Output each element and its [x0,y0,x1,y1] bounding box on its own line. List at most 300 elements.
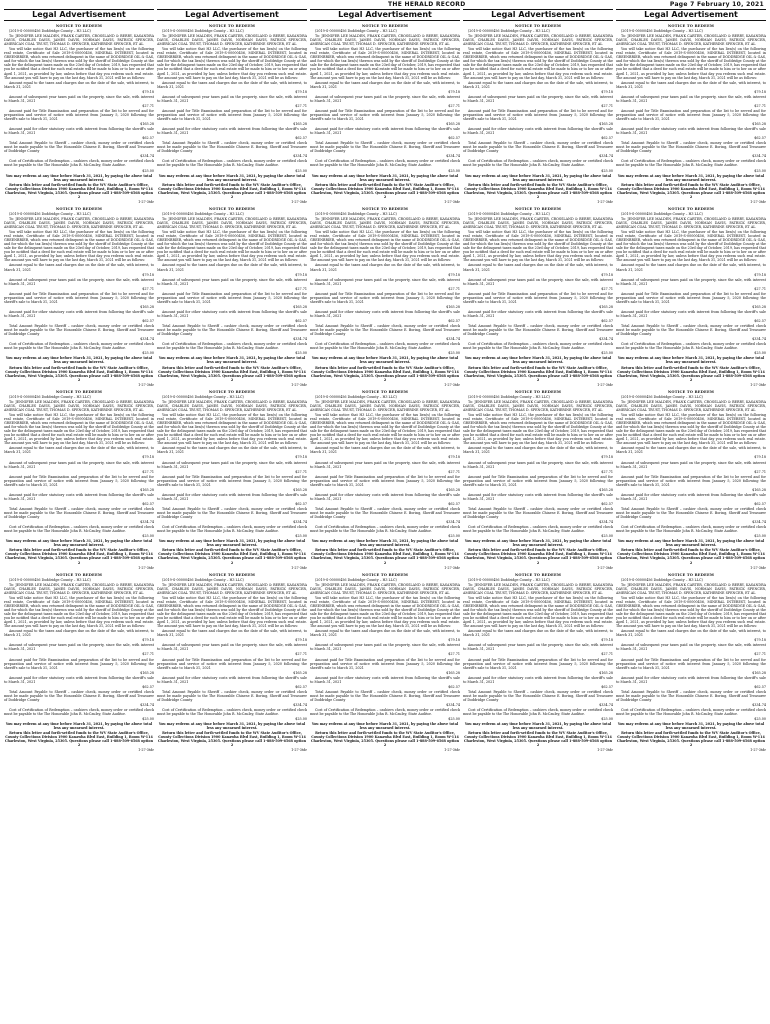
recipients: To: JENNIFER LEE MALDEN, FRANK CARTER, CROSSLAND & BERRY, KASANDRA DAVIS, CHARLES DAVIS, JAMES DAVIS, NORMAN DAVIS, PATRICK SPENCER, AMERICAN COAL TRUST, THOMAS D. SPENCER, KATHERINE SPENCER, ET AL [310,34,460,47]
item-delinquent-amount: $79.18 [754,638,766,643]
item-subsequent: Amount of subsequent year taxes paid on the property, since the sale, with interest to March 31, 2021 [157,94,307,103]
item-total: Total Amount Payable to Sheriff – cashier check, money order or certified check must be made payable to the The Honorable Chinese E. Boring, Sheriff and Treasurer of Doddridge County [310,324,460,337]
item-other-amount: $62.57 [295,319,307,324]
notice-body: You will take notice that H3 LLC, the purchaser of the tax lien(s) on the following real estate, Certificate of Sale 2019-S-00000456, MINERAL INTEREST, located in GREENBRIER, which was returned delinquent in the name of DODDRIDGE OIL & GAS, and for which the tax lien(s) thereon was sold by the sheriff of Doddridge County at the sale for the delinquent taxes made on the 23rd day of October, 2019, has requested that you be notified that a deed for such real estate will be made to him or to her on or after April 1, 2021, as provided by law, unless before that day you redeem such real estate. The amount you will have to pay on the last day, March 31, 2021 will be as follows: [157,595,307,629]
certification-amount: $25.00 [601,534,613,539]
certification-amount: $25.00 [142,351,154,356]
item-prep: Amount paid for Title Examination and preparation of the list to be served and for preparation and service of notice with interest from January 5, 2020 following the sheriff's sale to March 31, 2021 [157,474,307,487]
item-subsequent: Amount of subsequent year taxes paid on the property, since the sale, with interest to March 31, 2021 [463,460,613,469]
item-delinquent: Amount equal to the taxes and charges due on the date of the sale, with interest, to March 31, 2021 [157,80,307,89]
case-line: (2019-S-00000456 Doddridge County – H3 LLC) [621,577,703,582]
notice-body: You will take notice that H3 LLC, the purchaser of the tax lien(s) on the following real estate, Certificate of Sale 2019-S-00000456, MINERAL INTEREST, located in GREENBRIER, which was returned delinquent in the name of DODDRIDGE OIL & GAS, and for which the tax lien(s) thereon was sold by the sheriff of Doddridge County at the sale for the delinquent taxes made on the 23rd day of October, 2019, has requested that you be notified that a deed for such real estate will be made to him or to her on or after April 1, 2021, as provided by law, unless before that day you redeem such real estate. The amount you will have to pay on the last day, March 31, 2021 will be as follows: [463,595,613,629]
case-line: (2019-S-00000456 Doddridge County – H3 LLC) [9,29,91,34]
notice-heading: NOTICE TO REDEEM [208,24,256,28]
certification-cost: Cost of Certification of Redemption – cashiers check, money order or certified check must be payable to the The Honorable John R. McCauley, State Auditor. [463,342,613,351]
item-prep: Amount paid for Title Examination and preparation of the list to be served and for preparation and service of notice with interest from January 5, 2020 following the sheriff's sale to March 31, 2021 [616,474,766,487]
item-total-amount: $334.74 [446,337,460,342]
item-delinquent: Amount equal to the taxes and charges due on the date of the sale, with interest, to March 31, 2021 [310,446,460,455]
notice-body: You will take notice that H3 LLC, the purchaser of the tax lien(s) on the following real estate, Certificate of Sale 2019-S-00000456, MINERAL INTEREST, located in GREENBRIER, which was returned delinquent in the name of DODDRIDGE OIL & GAS, and for which the tax lien(s) thereon was sold by the sheriff of Doddridge County at the sale for the delinquent taxes made on the 23rd day of October, 2019, has requested that you be notified that a deed for such real estate will be made to him or to her on or after April 1, 2021, as provided by law, unless before that day you redeem such real estate. The amount you will have to pay on the last day, March 31, 2021 will be as follows: [4,595,154,629]
date-stamp: 1-27-3tdr [138,565,154,570]
item-delinquent-amount: $79.18 [295,89,307,94]
item-subsequent: Amount of subsequent year taxes paid on the property, since the sale, with interest to March 31, 2021 [157,643,307,652]
case-line: (2019-S-00000456 Doddridge County – H3 LLC) [621,394,703,399]
certification-amount: $25.00 [601,351,613,356]
item-other: Amount paid for other statutory costs with interest from following the sheriff's sale to March 31, 2021 [4,127,154,136]
column-5 [616,9,766,1022]
notice-body: You will take notice that H3 LLC, the purchaser of the tax lien(s) on the following real estate, Certificate of Sale 2019-S-00000456, MINERAL INTEREST, located in GREENBRIER, which was returned delinquent in the name of DODDRIDGE OIL & GAS, and for which the tax lien(s) thereon was sold by the sheriff of Doddridge County at the sale for the delinquent taxes made on the 23rd day of October, 2019, has requested that you be notified that a deed for such real estate will be made to him or to her on or after April 1, 2021, as provided by law, unless before that day you redeem such real estate. The amount you will have to pay on the last day, March 31, 2021 will be as follows: [310,47,460,80]
item-other: Amount paid for other statutory costs with interest from following the sheriff's sale to March 31, 2021 [4,492,154,501]
certification-cost: Cost of Certification of Redemption – cashiers check, money order or certified check must be payable to the The Honorable John R. McCauley, State Auditor. [310,342,460,351]
notice-heading: NOTICE TO REDEEM [55,389,103,394]
date-stamp: 1-27-3tdr [597,565,613,570]
item-prep-amount: $165.28 [446,670,460,675]
notice-heading: NOTICE TO REDEEM [667,572,715,577]
item-other-amount: $62.57 [295,684,307,689]
item-delinquent-amount: $79.18 [142,272,154,277]
notice-heading: NOTICE TO REDEEM [208,206,256,211]
certification-amount: $25.00 [754,717,766,722]
item-prep-amount: $165.28 [752,670,766,675]
item-subsequent-amount: $27.71 [754,652,766,657]
pay-line: You may redeem at any time before March 31, 2021, by paying the above total less any unearned interest. [464,539,612,548]
item-prep-amount: $165.28 [752,122,766,127]
item-prep-amount: $165.28 [293,304,307,309]
item-total: Total Amount Payable to Sheriff – cashier check, money order or certified check must be made payable to the The Honorable Chinese E. Boring, Sheriff and Treasurer of Doddridge County [463,324,613,337]
recipients: To: JENNIFER LEE MALDEN, FRANK CARTER, CROSSLAND & BERRY, KASANDRA DAVIS, CHARLES DAVIS, JAMES DAVIS, NORMAN DAVIS, PATRICK SPENCER, AMERICAN COAL TRUST, THOMAS D. SPENCER, KATHERINE SPENCER, ET AL [463,216,613,230]
recipients: To: JENNIFER LEE MALDEN, FRANK CARTER, CROSSLAND & BERRY, KASANDRA DAVIS, CHARLES DAVIS, JAMES DAVIS, NORMAN DAVIS, PATRICK SPENCER, AMERICAN COAL TRUST, THOMAS D. SPENCER, KATHERINE SPENCER, ET AL [616,582,766,595]
item-delinquent: Amount equal to the taxes and charges due on the date of the sale, with interest, to March 31, 2021 [616,629,766,638]
certification-amount: $25.00 [142,168,154,173]
column-3 [310,9,460,1022]
legal-notice [310,24,460,204]
case-line: (2019-S-00000456 Doddridge County – H3 LLC) [468,394,550,399]
recipients: To: JENNIFER LEE MALDEN, FRANK CARTER, CROSSLAND & BERRY, KASANDRA DAVIS, CHARLES DAVIS, JAMES DAVIS, NORMAN DAVIS, PATRICK SPENCER, AMERICAN COAL TRUST, THOMAS D. SPENCER, KATHERINE SPENCER, ET AL [157,34,307,47]
item-total-amount: $334.74 [293,702,307,707]
notice-heading: NOTICE TO REDEEM [55,206,103,211]
recipients: To: JENNIFER LEE MALDEN, FRANK CARTER, CROSSLAND & BERRY, KASANDRA DAVIS, CHARLES DAVIS, JAMES DAVIS, NORMAN DAVIS, PATRICK SPENCER, AMERICAN COAL TRUST, THOMAS D. SPENCER, KATHERINE SPENCER, ET AL [616,34,766,47]
item-delinquent-amount: $79.18 [295,638,307,643]
pay-line: You may redeem at any time before March 31, 2021, by paying the above total less any unearned interest. [158,356,306,365]
return-line: Return this letter and forth-settled funds to the WV State Auditor's Office, County Collections Division 1900 Kanawha Blvd East, Building 1, Room W-114 Charleston, West Virginia, 25305. Questions please call 1-888-509-6568 option 2 [616,548,766,565]
item-subsequent: Amount of subsequent year taxes paid on the property, since the sale, with interest to March 31, 2021 [310,94,460,103]
notice-body: You will take notice that H3 LLC, the purchaser of the tax lien(s) on the following real estate, Certificate of Sale 2019-S-00000456, MINERAL INTEREST, located in GREENBRIER, which was returned delinquent in the name of DODDRIDGE OIL & GAS, and for which the tax lien(s) thereon was sold by the sheriff of Doddridge County at the sale for the delinquent taxes made on the 23rd day of October, 2019, has requested that you be notified that a deed for such real estate will be made to him or to her on or after April 1, 2021, as provided by law, unless before that day you redeem such real estate. The amount you will have to pay on the last day, March 31, 2021 will be as follows: [4,412,154,446]
case-line: (2019-S-00000456 Doddridge County – H3 LLC) [162,394,244,399]
notice-heading: NOTICE TO REDEEM [667,389,715,394]
item-other: Amount paid for other statutory costs with interest from following the sheriff's sale to March 31, 2021 [157,127,307,136]
item-delinquent: Amount equal to the taxes and charges due on the date of the sale, with interest, to March 31, 2021 [4,629,154,638]
recipients: To: JENNIFER LEE MALDEN, FRANK CARTER, CROSSLAND & BERRY, KASANDRA DAVIS, CHARLES DAVIS, JAMES DAVIS, NORMAN DAVIS, PATRICK SPENCER, AMERICAN COAL TRUST, THOMAS D. SPENCER, KATHERINE SPENCER, ET AL [616,216,766,230]
item-prep-amount: $165.28 [140,122,154,127]
item-prep-amount: $165.28 [599,304,613,309]
item-other-amount: $62.57 [448,501,460,506]
pay-line: You may redeem at any time before March 31, 2021, by paying the above total less any unearned interest. [5,722,153,731]
item-other: Amount paid for other statutory costs with interest from following the sheriff's sale to March 31, 2021 [463,127,613,136]
notice-heading: NOTICE TO REDEEM [514,206,562,211]
pay-line: You may redeem at any time before March 31, 2021, by paying the above total less any unearned interest. [5,356,153,365]
item-prep: Amount paid for Title Examination and preparation of the list to be served and for preparation and service of notice with interest from January 5, 2020 following the sheriff's sale to March 31, 2021 [463,657,613,670]
item-delinquent: Amount equal to the taxes and charges due on the date of the sale, with interest, to March 31, 2021 [157,446,307,455]
item-delinquent: Amount equal to the taxes and charges due on the date of the sale, with interest, to March 31, 2021 [310,80,460,89]
item-prep: Amount paid for Title Examination and preparation of the list to be served and for preparation and service of notice with interest from January 5, 2020 following the sheriff's sale to March 31, 2021 [463,474,613,487]
case-line: (2019-S-00000456 Doddridge County – H3 LLC) [468,29,550,34]
item-delinquent-amount: $79.18 [601,638,613,643]
return-line: Return this letter and forth-settled funds to the WV State Auditor's Office, County Collections Division 1900 Kanawha Blvd East, Building 1, Room W-114 Charleston, West Virginia, 25305. Questions please call 1-888-509-6568 option 2 [310,182,460,199]
item-other: Amount paid for other statutory costs with interest from following the sheriff's sale to March 31, 2021 [310,675,460,684]
recipients: To: JENNIFER LEE MALDEN, FRANK CARTER, CROSSLAND & BERRY, KASANDRA DAVIS, CHARLES DAVIS, JAMES DAVIS, NORMAN DAVIS, PATRICK SPENCER, AMERICAN COAL TRUST, THOMAS D. SPENCER, KATHERINE SPENCER, ET AL [157,216,307,230]
item-delinquent-amount: $79.18 [142,455,154,460]
legal-notice [310,390,460,570]
item-subsequent-amount: $27.71 [295,652,307,657]
notice-body: You will take notice that H3 LLC, the purchaser of the tax lien(s) on the following real estate, Certificate of Sale 2019-S-00000456, MINERAL INTEREST, located in GREENBRIER, which was returned delinquent in the name of DODDRIDGE OIL & GAS, and for which the tax lien(s) thereon was sold by the sheriff of Doddridge County at the sale for the delinquent taxes made on the 23rd day of October, 2019, has requested that you be notified that a deed for such real estate will be made to him or to her on or after April 1, 2021, as provided by law, unless before that day you redeem such real estate. The amount you will have to pay on the last day, March 31, 2021 will be as follows: [310,230,460,263]
item-total-amount: $334.74 [293,154,307,159]
item-total: Total Amount Payable to Sheriff – cashier check, money order or certified check must be made payable to the The Honorable Chinese E. Boring, Sheriff and Treasurer of Doddridge County [157,324,307,337]
certification-amount: $25.00 [142,534,154,539]
notice-body: You will take notice that H3 LLC, the purchaser of the tax lien(s) on the following real estate, Certificate of Sale 2019-S-00000456, MINERAL INTEREST, located in GREENBRIER, which was returned delinquent in the name of DODDRIDGE OIL & GAS, and for which the tax lien(s) thereon was sold by the sheriff of Doddridge County at the sale for the delinquent taxes made on the 23rd day of October, 2019, has requested that you be notified that a deed for such real estate will be made to him or to her on or after April 1, 2021, as provided by law, unless before that day you redeem such real estate. The amount you will have to pay on the last day, March 31, 2021 will be as follows: [157,47,307,80]
certification-cost: Cost of Certification of Redemption – cashiers check, money order or certified check must be payable to the The Honorable John R. McCauley, State Auditor. [157,525,307,534]
item-total-amount: $334.74 [446,520,460,525]
item-prep: Amount paid for Title Examination and preparation of the list to be served and for preparation and service of notice with interest from January 5, 2020 following the sheriff's sale to March 31, 2021 [616,108,766,121]
date-stamp: 1-27-3tdr [444,199,460,204]
date-stamp: 1-27-3tdr [291,748,307,753]
item-total: Total Amount Payable to Sheriff – cashier check, money order or certified check must be made payable to the The Honorable Chinese E. Boring, Sheriff and Treasurer of Doddridge County [310,141,460,154]
item-total-amount: $334.74 [599,154,613,159]
case-line: (2019-S-00000456 Doddridge County – H3 LLC) [621,211,703,216]
item-other-amount: $62.57 [448,136,460,141]
recipients: To: JENNIFER LEE MALDEN, FRANK CARTER, CROSSLAND & BERRY, KASANDRA DAVIS, CHARLES DAVIS, JAMES DAVIS, NORMAN DAVIS, PATRICK SPENCER, AMERICAN COAL TRUST, THOMAS D. SPENCER, KATHERINE SPENCER, ET AL [463,582,613,595]
item-other: Amount paid for other statutory costs with interest from following the sheriff's sale to March 31, 2021 [4,675,154,684]
item-total-amount: $334.74 [140,520,154,525]
recipients: To: JENNIFER LEE MALDEN, FRANK CARTER, CROSSLAND & BERRY, KASANDRA DAVIS, CHARLES DAVIS, JAMES DAVIS, NORMAN DAVIS, PATRICK SPENCER, AMERICAN COAL TRUST, THOMAS D. SPENCER, KATHERINE SPENCER, ET AL [616,399,766,412]
item-delinquent-amount: $79.18 [448,455,460,460]
item-delinquent: Amount equal to the taxes and charges due on the date of the sale, with interest, to March 31, 2021 [616,80,766,89]
item-subsequent: Amount of subsequent year taxes paid on the property, since the sale, with interest to March 31, 2021 [4,460,154,469]
item-other-amount: $62.57 [142,501,154,506]
newspaper-title: THE HERALD RECORD [388,1,466,8]
pay-line: You may redeem at any time before March 31, 2021, by paying the above total less any unearned interest. [158,173,306,182]
return-line: Return this letter and forth-settled funds to the WV State Auditor's Office, County Collections Division 1900 Kanawha Blvd East, Building 1, Room W-114 Charleston, West Virginia, 25305. Questions please call 1-888-509-6568 option 2 [4,182,154,199]
date-stamp: 1-27-3tdr [138,199,154,204]
return-line: Return this letter and forth-settled funds to the WV State Auditor's Office, County Collections Division 1900 Kanawha Blvd East, Building 1, Room W-114 Charleston, West Virginia, 25305. Questions please call 1-888-509-6568 option 2 [463,182,613,199]
legal-notice [310,207,460,387]
item-subsequent-amount: $27.71 [142,103,154,108]
item-subsequent-amount: $27.71 [601,286,613,291]
item-other-amount: $62.57 [448,319,460,324]
notice-body: You will take notice that H3 LLC, the purchaser of the tax lien(s) on the following real estate, Certificate of Sale 2019-S-00000456, MINERAL INTEREST, located in GREENBRIER, which was returned delinquent in the name of DODDRIDGE OIL & GAS, and for which the tax lien(s) thereon was sold by the sheriff of Doddridge County at the sale for the delinquent taxes made on the 23rd day of October, 2019, has requested that you be notified that a deed for such real estate will be made to him or to her on or after April 1, 2021, as provided by law, unless before that day you redeem such real estate. The amount you will have to pay on the last day, March 31, 2021 will be as follows: [616,412,766,446]
item-subsequent: Amount of subsequent year taxes paid on the property, since the sale, with interest to March 31, 2021 [310,277,460,286]
item-subsequent: Amount of subsequent year taxes paid on the property, since the sale, with interest to March 31, 2021 [463,277,613,286]
notice-body: You will take notice that H3 LLC, the purchaser of the tax lien(s) on the following real estate, Certificate of Sale 2019-S-00000456, MINERAL INTEREST, located in GREENBRIER, which was returned delinquent in the name of DODDRIDGE OIL & GAS, and for which the tax lien(s) thereon was sold by the sheriff of Doddridge County at the sale for the delinquent taxes made on the 23rd day of October, 2019, has requested that you be notified that a deed for such real estate will be made to him or to her on or after April 1, 2021, as provided by law, unless before that day you redeem such real estate. The amount you will have to pay on the last day, March 31, 2021 will be as follows: [616,595,766,629]
certification-amount: $25.00 [448,168,460,173]
certification-amount: $25.00 [754,351,766,356]
item-total: Total Amount Payable to Sheriff – cashier check, money order or certified check must be made payable to the The Honorable Chinese E. Boring, Sheriff and Treasurer of Doddridge County [157,689,307,702]
item-subsequent: Amount of subsequent year taxes paid on the property, since the sale, with interest to March 31, 2021 [4,94,154,103]
certification-cost: Cost of Certification of Redemption – cashiers check, money order or certified check must be payable to the The Honorable John R. McCauley, State Auditor. [616,525,766,534]
item-total-amount: $334.74 [599,520,613,525]
item-total-amount: $334.74 [293,337,307,342]
item-delinquent: Amount equal to the taxes and charges due on the date of the sale, with interest, to March 31, 2021 [4,446,154,455]
item-prep-amount: $165.28 [140,487,154,492]
item-other-amount: $62.57 [754,501,766,506]
item-other: Amount paid for other statutory costs with interest from following the sheriff's sale to March 31, 2021 [616,127,766,136]
legal-advertisement-banner: Legal Advertisement [157,9,307,21]
certification-cost: Cost of Certification of Redemption – cashiers check, money order or certified check must be payable to the The Honorable John R. McCauley, State Auditor. [4,342,154,351]
case-line: (2019-S-00000456 Doddridge County – H3 LLC) [9,211,91,216]
item-total-amount: $334.74 [752,520,766,525]
item-subsequent: Amount of subsequent year taxes paid on the property, since the sale, with interest to March 31, 2021 [157,460,307,469]
item-delinquent-amount: $79.18 [295,272,307,277]
item-other: Amount paid for other statutory costs with interest from following the sheriff's sale to March 31, 2021 [463,309,613,318]
item-other-amount: $62.57 [601,684,613,689]
case-line: (2019-S-00000456 Doddridge County – H3 LLC) [9,577,91,582]
item-delinquent-amount: $79.18 [601,89,613,94]
item-delinquent-amount: $79.18 [448,89,460,94]
return-line: Return this letter and forth-settled funds to the WV State Auditor's Office, County Collections Division 1900 Kanawha Blvd East, Building 1, Room W-114 Charleston, West Virginia, 25305. Questions please call 1-888-509-6568 option 2 [463,365,613,382]
legal-notice [616,390,766,570]
item-subsequent: Amount of subsequent year taxes paid on the property, since the sale, with interest to March 31, 2021 [463,94,613,103]
certification-cost: Cost of Certification of Redemption – cashiers check, money order or certified check must be payable to the The Honorable John R. McCauley, State Auditor. [310,708,460,717]
item-delinquent: Amount equal to the taxes and charges due on the date of the sale, with interest, to March 31, 2021 [463,629,613,638]
notice-body: You will take notice that H3 LLC, the purchaser of the tax lien(s) on the following real estate, Certificate of Sale 2019-S-00000456, MINERAL INTEREST, located in GREENBRIER, which was returned delinquent in the name of DODDRIDGE OIL & GAS, and for which the tax lien(s) thereon was sold by the sheriff of Doddridge County at the sale for the delinquent taxes made on the 23rd day of October, 2019, has requested that you be notified that a deed for such real estate will be made to him or to her on or after April 1, 2021, as provided by law, unless before that day you redeem such real estate. The amount you will have to pay on the last day, March 31, 2021 will be as follows: [310,412,460,446]
certification-cost: Cost of Certification of Redemption – cashiers check, money order or certified check must be payable to the The Honorable John R. McCauley, State Auditor. [310,159,460,168]
return-line: Return this letter and forth-settled funds to the WV State Auditor's Office, County Collections Division 1900 Kanawha Blvd East, Building 1, Room W-114 Charleston, West Virginia, 25305. Questions please call 1-888-509-6568 option 2 [4,365,154,382]
item-subsequent-amount: $27.71 [601,103,613,108]
notice-heading: NOTICE TO REDEEM [55,24,103,28]
item-delinquent-amount: $79.18 [142,89,154,94]
item-prep: Amount paid for Title Examination and preparation of the list to be served and for preparation and service of notice with interest from January 5, 2020 following the sheriff's sale to March 31, 2021 [4,657,154,670]
certification-cost: Cost of Certification of Redemption – cashiers check, money order or certified check must be payable to the The Honorable John R. McCauley, State Auditor. [4,159,154,168]
item-delinquent-amount: $79.18 [601,455,613,460]
item-other: Amount paid for other statutory costs with interest from following the sheriff's sale to March 31, 2021 [157,309,307,318]
item-subsequent-amount: $27.71 [754,286,766,291]
item-prep: Amount paid for Title Examination and preparation of the list to be served and for preparation and service of notice with interest from January 5, 2020 following the sheriff's sale to March 31, 2021 [310,108,460,121]
pay-line: You may redeem at any time before March 31, 2021, by paying the above total less any unearned interest. [311,356,459,365]
certification-cost: Cost of Certification of Redemption – cashiers check, money order or certified check must be payable to the The Honorable John R. McCauley, State Auditor. [157,708,307,717]
pay-line: You may redeem at any time before March 31, 2021, by paying the above total less any unearned interest. [311,173,459,182]
column-1 [4,9,154,1022]
item-delinquent-amount: $79.18 [754,272,766,277]
pay-line: You may redeem at any time before March 31, 2021, by paying the above total less any unearned interest. [617,722,765,731]
certification-amount: $25.00 [601,168,613,173]
item-delinquent: Amount equal to the taxes and charges due on the date of the sale, with interest, to March 31, 2021 [463,446,613,455]
item-subsequent-amount: $27.71 [448,652,460,657]
item-prep-amount: $165.28 [446,122,460,127]
date-stamp: 1-27-3tdr [750,199,766,204]
notice-body: You will take notice that H3 LLC, the purchaser of the tax lien(s) on the following real estate, Certificate of Sale 2019-S-00000456, MINERAL INTEREST, located in GREENBRIER, which was returned delinquent in the name of DODDRIDGE OIL & GAS, and for which the tax lien(s) thereon was sold by the sheriff of Doddridge County at the sale for the delinquent taxes made on the 23rd day of October, 2019, has requested that you be notified that a deed for such real estate will be made to him or to her on or after April 1, 2021, as provided by law, unless before that day you redeem such real estate. The amount you will have to pay on the last day, March 31, 2021 will be as follows: [463,230,613,263]
legal-notice [463,390,613,570]
pay-line: You may redeem at any time before March 31, 2021, by paying the above total less any unearned interest. [5,539,153,548]
item-prep: Amount paid for Title Examination and preparation of the list to be served and for preparation and service of notice with interest from January 5, 2020 following the sheriff's sale to March 31, 2021 [4,291,154,304]
case-line: (2019-S-00000456 Doddridge County – H3 LLC) [315,577,397,582]
notice-body: You will take notice that H3 LLC, the purchaser of the tax lien(s) on the following real estate, Certificate of Sale 2019-S-00000456, MINERAL INTEREST, located in GREENBRIER, which was returned delinquent in the name of DODDRIDGE OIL & GAS, and for which the tax lien(s) thereon was sold by the sheriff of Doddridge County at the sale for the delinquent taxes made on the 23rd day of October, 2019, has requested that you be notified that a deed for such real estate will be made to him or to her on or after April 1, 2021, as provided by law, unless before that day you redeem such real estate. The amount you will have to pay on the last day, March 31, 2021 will be as follows: [157,230,307,263]
item-prep-amount: $165.28 [140,670,154,675]
item-subsequent-amount: $27.71 [601,469,613,474]
date-stamp: 1-27-3tdr [291,199,307,204]
item-delinquent: Amount equal to the taxes and charges due on the date of the sale, with interest, to March 31, 2021 [463,80,613,89]
certification-amount: $25.00 [142,717,154,722]
item-total: Total Amount Payable to Sheriff – cashier check, money order or certified check must be made payable to the The Honorable Chinese E. Boring, Sheriff and Treasurer of Doddridge County [157,141,307,154]
item-delinquent-amount: $79.18 [295,455,307,460]
item-prep-amount: $165.28 [446,304,460,309]
item-total: Total Amount Payable to Sheriff – cashier check, money order or certified check must be made payable to the The Honorable Chinese E. Boring, Sheriff and Treasurer of Doddridge County [463,141,613,154]
item-total-amount: $334.74 [599,337,613,342]
return-line: Return this letter and forth-settled funds to the WV State Auditor's Office, County Collections Division 1900 Kanawha Blvd East, Building 1, Room W-114 Charleston, West Virginia, 25305. Questions please call 1-888-509-6568 option 2 [310,365,460,382]
item-delinquent: Amount equal to the taxes and charges due on the date of the sale, with interest, to March 31, 2021 [157,263,307,272]
date-stamp: 1-27-3tdr [750,748,766,753]
item-other-amount: $62.57 [448,684,460,689]
item-other: Amount paid for other statutory costs with interest from following the sheriff's sale to March 31, 2021 [157,492,307,501]
item-total: Total Amount Payable to Sheriff – cashier check, money order or certified check must be made payable to the The Honorable Chinese E. Boring, Sheriff and Treasurer of Doddridge County [463,506,613,520]
item-other-amount: $62.57 [601,136,613,141]
item-prep-amount: $165.28 [599,670,613,675]
certification-amount: $25.00 [295,534,307,539]
pay-line: You may redeem at any time before March 31, 2021, by paying the above total less any unearned interest. [464,173,612,182]
page-info: Page 7 February 10, 2021 [669,1,764,8]
certification-cost: Cost of Certification of Redemption – cashiers check, money order or certified check must be payable to the The Honorable John R. McCauley, State Auditor. [4,708,154,717]
item-prep: Amount paid for Title Examination and preparation of the list to be served and for preparation and service of notice with interest from January 5, 2020 following the sheriff's sale to March 31, 2021 [310,291,460,304]
date-stamp: 1-27-3tdr [138,382,154,387]
recipients: To: JENNIFER LEE MALDEN, FRANK CARTER, CROSSLAND & BERRY, KASANDRA DAVIS, CHARLES DAVIS, JAMES DAVIS, NORMAN DAVIS, PATRICK SPENCER, AMERICAN COAL TRUST, THOMAS D. SPENCER, KATHERINE SPENCER, ET AL [310,399,460,412]
item-prep: Amount paid for Title Examination and preparation of the list to be served and for preparation and service of notice with interest from January 5, 2020 following the sheriff's sale to March 31, 2021 [310,474,460,487]
recipients: To: JENNIFER LEE MALDEN, FRANK CARTER, CROSSLAND & BERRY, KASANDRA DAVIS, CHARLES DAVIS, JAMES DAVIS, NORMAN DAVIS, PATRICK SPENCER, AMERICAN COAL TRUST, THOMAS D. SPENCER, KATHERINE SPENCER, ET AL [463,399,613,412]
date-stamp: 1-27-3tdr [291,382,307,387]
recipients: To: JENNIFER LEE MALDEN, FRANK CARTER, CROSSLAND & BERRY, KASANDRA DAVIS, CHARLES DAVIS, JAMES DAVIS, NORMAN DAVIS, PATRICK SPENCER, AMERICAN COAL TRUST, THOMAS D. SPENCER, KATHERINE SPENCER, ET AL [157,399,307,412]
certification-amount: $25.00 [295,168,307,173]
item-delinquent-amount: $79.18 [142,638,154,643]
certification-amount: $25.00 [754,534,766,539]
item-other: Amount paid for other statutory costs with interest from following the sheriff's sale to March 31, 2021 [310,492,460,501]
date-stamp: 1-27-3tdr [750,382,766,387]
date-stamp: 1-27-3tdr [597,382,613,387]
legal-notice [4,207,154,387]
item-total: Total Amount Payable to Sheriff – cashier check, money order or certified check must be made payable to the The Honorable Chinese E. Boring, Sheriff and Treasurer of Doddridge County [616,689,766,702]
return-line: Return this letter and forth-settled funds to the WV State Auditor's Office, County Collections Division 1900 Kanawha Blvd East, Building 1, Room W-114 Charleston, West Virginia, 25305. Questions please call 1-888-509-6568 option 2 [310,731,460,748]
item-delinquent: Amount equal to the taxes and charges due on the date of the sale, with interest, to March 31, 2021 [4,80,154,89]
certification-cost: Cost of Certification of Redemption – cashiers check, money order or certified check must be payable to the The Honorable John R. McCauley, State Auditor. [616,708,766,717]
item-other: Amount paid for other statutory costs with interest from following the sheriff's sale to March 31, 2021 [463,675,613,684]
item-other: Amount paid for other statutory costs with interest from following the sheriff's sale to March 31, 2021 [310,309,460,318]
item-prep: Amount paid for Title Examination and preparation of the list to be served and for preparation and service of notice with interest from January 5, 2020 following the sheriff's sale to March 31, 2021 [4,108,154,121]
case-line: (2019-S-00000456 Doddridge County – H3 LLC) [162,577,244,582]
case-line: (2019-S-00000456 Doddridge County – H3 LLC) [468,577,550,582]
item-other-amount: $62.57 [142,684,154,689]
return-line: Return this letter and forth-settled funds to the WV State Auditor's Office, County Collections Division 1900 Kanawha Blvd East, Building 1, Room W-114 Charleston, West Virginia, 25305. Questions please call 1-888-509-6568 option 2 [157,548,307,565]
date-stamp: 1-27-3tdr [444,382,460,387]
date-stamp: 1-27-3tdr [750,565,766,570]
item-delinquent: Amount equal to the taxes and charges due on the date of the sale, with interest, to March 31, 2021 [310,263,460,272]
recipients: To: JENNIFER LEE MALDEN, FRANK CARTER, CROSSLAND & BERRY, KASANDRA DAVIS, CHARLES DAVIS, JAMES DAVIS, NORMAN DAVIS, PATRICK SPENCER, AMERICAN COAL TRUST, THOMAS D. SPENCER, KATHERINE SPENCER, ET AL [310,582,460,595]
item-other: Amount paid for other statutory costs with interest from following the sheriff's sale to March 31, 2021 [310,127,460,136]
return-line: Return this letter and forth-settled funds to the WV State Auditor's Office, County Collections Division 1900 Kanawha Blvd East, Building 1, Room W-114 Charleston, West Virginia, 25305. Questions please call 1-888-509-6568 option 2 [157,365,307,382]
notice-heading: NOTICE TO REDEEM [361,206,409,211]
item-subsequent-amount: $27.71 [295,469,307,474]
legal-notice [463,24,613,204]
return-line: Return this letter and forth-settled funds to the WV State Auditor's Office, County Collections Division 1900 Kanawha Blvd East, Building 1, Room W-114 Charleston, West Virginia, 25305. Questions please call 1-888-509-6568 option 2 [463,548,613,565]
pay-line: You may redeem at any time before March 31, 2021, by paying the above total less any unearned interest. [464,356,612,365]
item-delinquent: Amount equal to the taxes and charges due on the date of the sale, with interest, to March 31, 2021 [616,263,766,272]
item-delinquent-amount: $79.18 [601,272,613,277]
item-subsequent-amount: $27.71 [754,103,766,108]
item-total-amount: $334.74 [446,702,460,707]
item-delinquent: Amount equal to the taxes and charges due on the date of the sale, with interest, to March 31, 2021 [310,629,460,638]
legal-advertisement-banner: Legal Advertisement [4,9,154,21]
date-stamp: 1-27-3tdr [597,748,613,753]
notice-heading: NOTICE TO REDEEM [55,572,103,577]
item-other-amount: $62.57 [295,136,307,141]
item-subsequent-amount: $27.71 [142,469,154,474]
column-2 [157,9,307,1022]
legal-notice [616,573,766,753]
notice-body: You will take notice that H3 LLC, the purchaser of the tax lien(s) on the following real estate, Certificate of Sale 2019-S-00000456, MINERAL INTEREST, located in GREENBRIER, which was returned delinquent in the name of DODDRIDGE OIL & GAS, and for which the tax lien(s) thereon was sold by the sheriff of Doddridge County at the sale for the delinquent taxes made on the 23rd day of October, 2019, has requested that you be notified that a deed for such real estate will be made to him or to her on or after April 1, 2021, as provided by law, unless before that day you redeem such real estate. The amount you will have to pay on the last day, March 31, 2021 will be as follows: [616,230,766,263]
item-total-amount: $334.74 [293,520,307,525]
item-subsequent-amount: $27.71 [295,103,307,108]
return-line: Return this letter and forth-settled funds to the WV State Auditor's Office, County Collections Division 1900 Kanawha Blvd East, Building 1, Room W-114 Charleston, West Virginia, 25305. Questions please call 1-888-509-6568 option 2 [157,182,307,199]
item-subsequent: Amount of subsequent year taxes paid on the property, since the sale, with interest to March 31, 2021 [616,94,766,103]
recipients: To: JENNIFER LEE MALDEN, FRANK CARTER, CROSSLAND & BERRY, KASANDRA DAVIS, CHARLES DAVIS, JAMES DAVIS, NORMAN DAVIS, PATRICK SPENCER, AMERICAN COAL TRUST, THOMAS D. SPENCER, KATHERINE SPENCER, ET AL [463,34,613,47]
columns [4,9,766,1022]
recipients: To: JENNIFER LEE MALDEN, FRANK CARTER, CROSSLAND & BERRY, KASANDRA DAVIS, CHARLES DAVIS, JAMES DAVIS, NORMAN DAVIS, PATRICK SPENCER, AMERICAN COAL TRUST, THOMAS D. SPENCER, KATHERINE SPENCER, ET AL [4,34,154,47]
date-stamp: 1-27-3tdr [444,748,460,753]
item-total-amount: $334.74 [140,337,154,342]
item-total-amount: $334.74 [599,702,613,707]
item-other: Amount paid for other statutory costs with interest from following the sheriff's sale to March 31, 2021 [616,675,766,684]
item-delinquent-amount: $79.18 [754,455,766,460]
legal-notice [616,207,766,387]
legal-notice [157,207,307,387]
item-prep: Amount paid for Title Examination and preparation of the list to be served and for preparation and service of notice with interest from January 5, 2020 following the sheriff's sale to March 31, 2021 [463,291,613,304]
return-line: Return this letter and forth-settled funds to the WV State Auditor's Office, County Collections Division 1900 Kanawha Blvd East, Building 1, Room W-114 Charleston, West Virginia, 25305. Questions please call 1-888-509-6568 option 2 [157,731,307,748]
pay-line: You may redeem at any time before March 31, 2021, by paying the above total less any unearned interest. [311,539,459,548]
case-line: (2019-S-00000456 Doddridge County – H3 LLC) [315,211,397,216]
item-subsequent-amount: $27.71 [754,469,766,474]
legal-notice [157,573,307,753]
notice-heading: NOTICE TO REDEEM [514,572,562,577]
certification-amount: $25.00 [448,717,460,722]
notice-body: You will take notice that H3 LLC, the purchaser of the tax lien(s) on the following real estate, Certificate of Sale 2019-S-00000456, MINERAL INTEREST, located in GREENBRIER, which was returned delinquent in the name of DODDRIDGE OIL & GAS, and for which the tax lien(s) thereon was sold by the sheriff of Doddridge County at the sale for the delinquent taxes made on the 23rd day of October, 2019, has requested that you be notified that a deed for such real estate will be made to him or to her on or after April 1, 2021, as provided by law, unless before that day you redeem such real estate. The amount you will have to pay on the last day, March 31, 2021 will be as follows: [4,230,154,263]
item-delinquent-amount: $79.18 [448,638,460,643]
pay-line: You may redeem at any time before March 31, 2021, by paying the above total less any unearned interest. [464,722,612,731]
certification-cost: Cost of Certification of Redemption – cashiers check, money order or certified check must be payable to the The Honorable John R. McCauley, State Auditor. [463,708,613,717]
item-total: Total Amount Payable to Sheriff – cashier check, money order or certified check must be made payable to the The Honorable Chinese E. Boring, Sheriff and Treasurer of Doddridge County [463,689,613,702]
pay-line: You may redeem at any time before March 31, 2021, by paying the above total less any unearned interest. [617,173,765,182]
item-prep: Amount paid for Title Examination and preparation of the list to be served and for preparation and service of notice with interest from January 5, 2020 following the sheriff's sale to March 31, 2021 [157,108,307,121]
case-line: (2019-S-00000456 Doddridge County – H3 LLC) [468,211,550,216]
legal-notice [4,24,154,204]
certification-amount: $25.00 [295,351,307,356]
case-line: (2019-S-00000456 Doddridge County – H3 LLC) [9,394,91,399]
item-prep-amount: $165.28 [293,670,307,675]
item-other: Amount paid for other statutory costs with interest from following the sheriff's sale to March 31, 2021 [616,309,766,318]
item-subsequent: Amount of subsequent year taxes paid on the property, since the sale, with interest to March 31, 2021 [616,460,766,469]
item-total: Total Amount Payable to Sheriff – cashier check, money order or certified check must be made payable to the The Honorable Chinese E. Boring, Sheriff and Treasurer of Doddridge County [157,506,307,520]
item-prep-amount: $165.28 [446,487,460,492]
item-other-amount: $62.57 [754,136,766,141]
return-line: Return this letter and forth-settled funds to the WV State Auditor's Office, County Collections Division 1900 Kanawha Blvd East, Building 1, Room W-114 Charleston, West Virginia, 25305. Questions please call 1-888-509-6568 option 2 [463,731,613,748]
date-stamp: 1-27-3tdr [444,565,460,570]
item-subsequent-amount: $27.71 [448,469,460,474]
item-other: Amount paid for other statutory costs with interest from following the sheriff's sale to March 31, 2021 [463,492,613,501]
certification-cost: Cost of Certification of Redemption – cashiers check, money order or certified check must be payable to the The Honorable John R. McCauley, State Auditor. [616,342,766,351]
item-prep-amount: $165.28 [599,122,613,127]
legal-notice [616,24,766,204]
item-other-amount: $62.57 [295,501,307,506]
item-delinquent: Amount equal to the taxes and charges due on the date of the sale, with interest, to March 31, 2021 [157,629,307,638]
notice-heading: NOTICE TO REDEEM [361,572,409,577]
item-prep-amount: $165.28 [293,487,307,492]
item-other-amount: $62.57 [601,319,613,324]
legal-advertisement-banner: Legal Advertisement [616,9,766,21]
case-line: (2019-S-00000456 Doddridge County – H3 LLC) [315,29,397,34]
item-delinquent: Amount equal to the taxes and charges due on the date of the sale, with interest, to March 31, 2021 [463,263,613,272]
